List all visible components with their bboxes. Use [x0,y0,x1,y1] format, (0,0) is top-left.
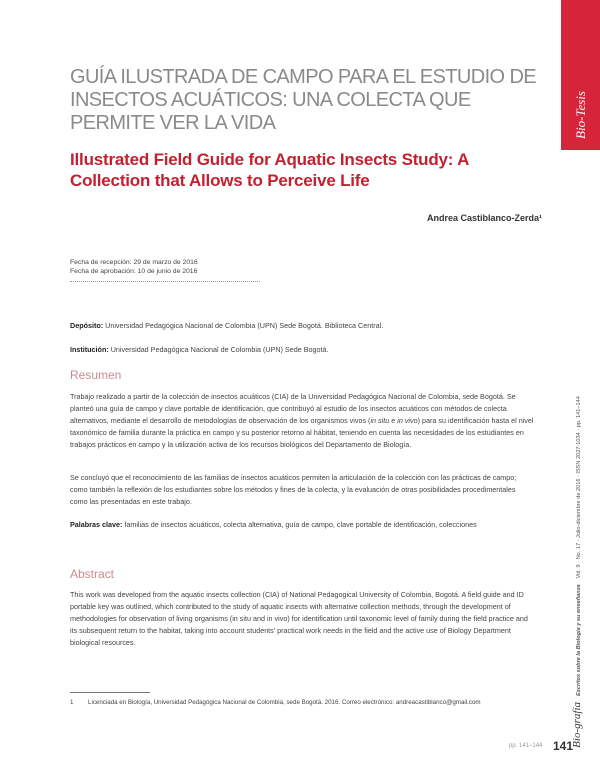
page-number: 141 [553,739,574,753]
page-range: pp. 141–144 [509,743,543,749]
journal-info: Vol. 9 · No. 17 · Julio-diciembre de 2016 · ISSN 2027-1034 · pp. 141–144 [576,396,582,579]
deposito-line [70,320,535,332]
resumen-p1-c: ) para su identificación hasta el nivel taxonómico de familia durante la práctica en campo y su posterior retorno al hábitat, teniendo en cuenta las necesidades de los estudiantes en trabajos prácticos en campo y la utilización activa de los recursos biológicos del Departamento de Biología. [70,416,534,449]
institucion-line [70,344,535,356]
resumen-heading: Resumen [70,368,122,382]
keywords-line [70,519,535,531]
institucion-label: Institución: [70,345,109,354]
dates-block [70,258,198,276]
side-tab [561,0,600,150]
journal-subtitle: Escritos sobre la Biología y su enseñanza [576,584,582,696]
keywords-text: familias de insectos acuáticos, colecta alternativa, guía de campo, clave portable de identificación, colecciones [122,520,477,529]
title-spanish: GUÍA ILUSTRADA DE CAMPO PARA EL ESTUDIO DE INSECTOS ACUÁTICOS: UNA COLECTA QUE PERMITE VER LA VIDA [70,66,537,134]
keywords-label: Palabras clave: [70,520,123,529]
side-tab-label: Bio-Tesis [572,91,588,139]
resumen-p1-italic: in situ [370,416,390,425]
abstract-paragraph: This work was developed from the aquatic insects collection (CIA) of National Pedagogical University of Colombia, Bogotá. A field guide and ID portable key was outlined, which contributed to the study of aquatic insects with alternative collection methods, through the development of methodologies for observation of living organisms (in situ and in vivo) for identification until taxonomic level of family during the field practice and its subsequent return to the habitat, taking into account students' practical work needs in the field and the active use of Biology Department biological resources. [70,590,528,647]
journal-side-info [571,396,583,748]
footnote [70,698,540,707]
divider [70,281,260,282]
resumen-paragraph-1 [70,391,535,451]
footnote-number: 1 [70,699,74,706]
received-date: Fecha de recepción: 29 de marzo de 2016 [70,259,198,266]
institucion-text: Universidad Pedagógica Nacional de Colombia (UPN) Sede Bogotá. [108,345,329,354]
footnote-rule [70,692,150,693]
deposito-text: Universidad Pedagógica Nacional de Colombia (UPN) Sede Bogotá. Biblioteca Central. [103,321,384,330]
author: Andrea Castiblanco-Zerda¹ [426,213,542,223]
resumen-p1-b: e [389,416,398,425]
abstract-heading: Abstract [70,567,115,581]
resumen-p1-italic2: in vivo [397,416,418,425]
approved-date: Fecha de aprobación: 10 de junio de 2016 [70,268,198,275]
deposito-label: Depósito: [70,321,104,330]
resumen-p1-a: Trabajo realizado a partir de la colección de insectos acuáticos (CIA) de la Universidad Pedagógica Nacional de Colombia, sede Bogotá. Se planteó una guía de campo y clave portable de identificación, que contribuyó al estudio de los insectos acuáticos con métodos de colecta alternativos, mediante el desarrollo de metodologías de observación de los organismos vivos ( [70,392,516,425]
footnote-text: Licenciada en Biología, Universidad Pedagógica Nacional de Colombia, sede Bogotá. 2016. Correo electrónico: andreacastiblanco@gmail.com [88,699,481,706]
title-english: Illustrated Field Guide for Aquatic Insects Study: A Collection that Allows to Perceive Life [70,150,469,190]
resumen-paragraph-2: Se concluyó que el reconocimiento de las familias de insectos acuáticos permiten la articulación de la colección con las prácticas de campo; como también la reflexión de los estudiantes sobre los métodos y fines de la colecta, y la evaluación de otras posibilidades procedimentales como las presentadas en este trabajo. [70,473,517,506]
journal-name: Bio-grafía [571,701,583,748]
